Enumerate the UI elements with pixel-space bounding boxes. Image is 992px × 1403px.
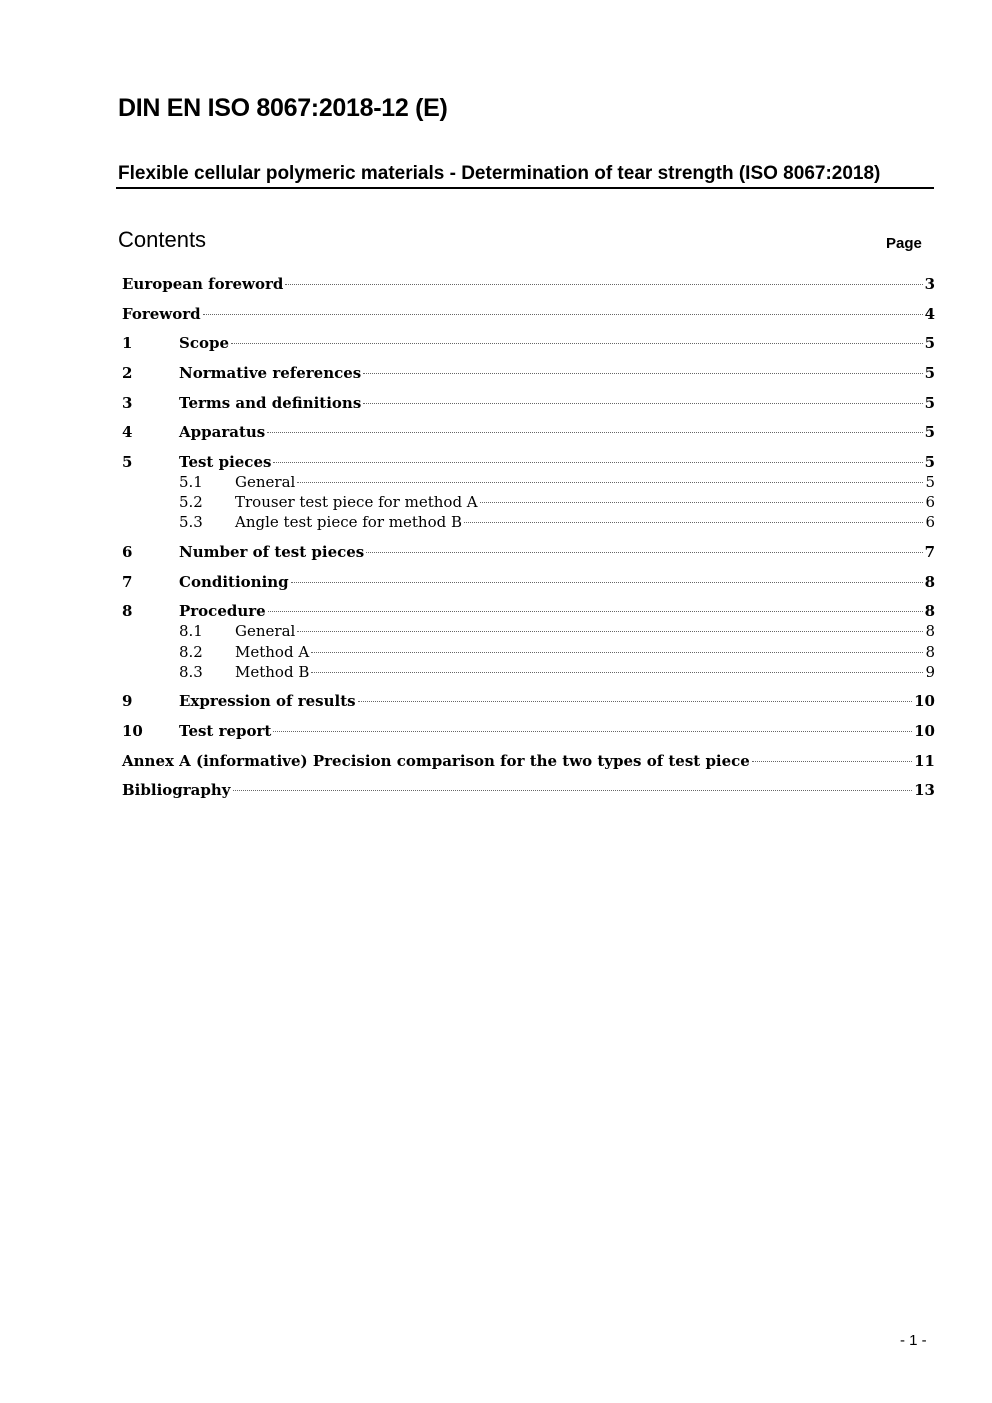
toc-entry-page: 4	[924, 305, 935, 323]
toc-entry-number: 5.3	[179, 513, 203, 531]
toc-entry-title: Trouser test piece for method A	[235, 493, 478, 511]
toc-entry-number: 8	[122, 602, 133, 620]
toc-leader	[363, 403, 922, 404]
page-number: - 1 -	[900, 1332, 927, 1349]
toc-entry-page: 8	[924, 573, 935, 591]
toc-leader	[311, 672, 923, 673]
toc-leader	[464, 522, 923, 523]
toc-entry-test-pieces[interactable]	[122, 453, 935, 473]
toc-leader	[366, 552, 922, 553]
toc-entry-title: Test pieces	[179, 453, 272, 471]
toc-entry-scope[interactable]	[122, 334, 935, 354]
toc-entry-title: Bibliography	[122, 781, 231, 799]
toc-entry-page: 13	[914, 781, 935, 799]
toc-leader	[273, 731, 912, 732]
toc-leader	[285, 284, 922, 285]
toc-entry-title: Number of test pieces	[179, 543, 365, 561]
toc-leader	[297, 631, 923, 632]
toc-leader	[363, 373, 922, 374]
toc-entry-number: 2	[122, 364, 133, 382]
toc-entry-number: 3	[122, 394, 133, 412]
toc-entry-title: Procedure	[179, 602, 266, 620]
toc-entry-page: 10	[914, 692, 935, 710]
toc-entry-number: 9	[122, 692, 133, 710]
toc-entry-method-a[interactable]	[179, 643, 935, 663]
toc-entry-number: 7	[122, 573, 133, 591]
toc-entry-page: 5	[924, 334, 935, 352]
subtitle-rule	[116, 187, 934, 189]
toc-entry-title: Expression of results	[179, 692, 356, 710]
toc-entry-procedure[interactable]	[122, 602, 935, 622]
toc-entry-page: 6	[925, 513, 935, 531]
toc-leader	[291, 582, 923, 583]
document-title: DIN EN ISO 8067:2018-12 (E)	[118, 94, 448, 122]
toc-entry-method-b[interactable]	[179, 663, 935, 683]
toc-entry-expression-of-results[interactable]	[122, 692, 935, 712]
toc-entry-number: 8.1	[179, 622, 203, 640]
page-column-heading: Page	[886, 235, 922, 252]
toc-entry-number: 1	[122, 334, 133, 352]
toc-entry-number: 8.2	[179, 643, 203, 661]
toc-entry-title: Scope	[179, 334, 230, 352]
toc-leader	[358, 701, 913, 702]
toc-entry-number: 10	[122, 722, 143, 740]
toc-leader	[203, 314, 923, 315]
toc-entry-title: Conditioning	[179, 573, 289, 591]
toc-entry-title: Foreword	[122, 305, 201, 323]
toc-entry-title: Angle test piece for method B	[235, 513, 462, 531]
toc-entry-bibliography[interactable]	[122, 781, 935, 801]
toc-entry-title: General	[235, 622, 296, 640]
toc-entry-test-report[interactable]	[122, 722, 935, 742]
toc-entry-conditioning[interactable]	[122, 573, 935, 593]
toc-entry-number: 8.3	[179, 663, 203, 681]
toc-leader	[273, 462, 922, 463]
toc-entry-number: 5.1	[179, 473, 203, 491]
toc-entry-annex-a[interactable]	[122, 752, 935, 772]
contents-heading: Contents	[118, 227, 207, 252]
toc-entry-page: 6	[925, 493, 935, 511]
toc-entry-number: 4	[122, 423, 133, 441]
toc-entry-title: Method B	[235, 663, 310, 681]
toc-entry-general[interactable]	[179, 473, 935, 493]
toc-leader	[752, 761, 912, 762]
toc-entry-title: Apparatus	[179, 423, 266, 441]
toc-entry-title: Normative references	[179, 364, 362, 382]
toc-entry-page: 5	[925, 473, 935, 491]
toc-entry-procedure-general[interactable]	[179, 622, 935, 642]
toc-leader	[268, 611, 923, 612]
toc-entry-number-of-test-pieces[interactable]	[122, 543, 935, 563]
toc-entry-title: Test report	[179, 722, 272, 740]
toc-entry-page: 8	[925, 622, 935, 640]
document-subtitle: Flexible cellular polymeric materials - Determination of tear strength (ISO 8067:2018)	[118, 163, 881, 184]
toc-entry-normative-references[interactable]	[122, 364, 935, 384]
toc-entry-page: 9	[925, 663, 935, 681]
toc-entry-angle-test-piece[interactable]	[179, 513, 935, 533]
toc-entry-page: 5	[924, 394, 935, 412]
toc-entry-title: Terms and definitions	[179, 394, 362, 412]
toc-leader	[267, 432, 922, 433]
toc-entry-page: 8	[925, 643, 935, 661]
toc-entry-title: European foreword	[122, 275, 284, 293]
toc-entry-page: 5	[924, 364, 935, 382]
toc-entry-trouser-test-piece[interactable]	[179, 493, 935, 513]
toc-entry-number: 5.2	[179, 493, 203, 511]
toc-leader	[311, 652, 923, 653]
toc-entry-page: 11	[914, 752, 935, 770]
toc-leader	[480, 502, 924, 503]
toc-entry-number: 5	[122, 453, 133, 471]
toc-entry-page: 10	[914, 722, 935, 740]
toc-entry-title: General	[235, 473, 296, 491]
toc-entry-page: 8	[924, 602, 935, 620]
toc-entry-title: Annex A (informative) Precision comparison for the two types of test piece	[122, 752, 750, 770]
toc-entry-page: 5	[924, 453, 935, 471]
toc-entry-european-foreword[interactable]	[122, 275, 935, 295]
toc-entry-terms-and-definitions[interactable]	[122, 394, 935, 414]
toc-leader	[231, 343, 923, 344]
toc-entry-page: 3	[924, 275, 935, 293]
toc-entry-foreword[interactable]	[122, 305, 935, 325]
toc-entry-page: 5	[924, 423, 935, 441]
toc-entry-apparatus[interactable]	[122, 423, 935, 443]
toc-entry-number: 6	[122, 543, 133, 561]
toc-entry-title: Method A	[235, 643, 310, 661]
toc-entry-page: 7	[924, 543, 935, 561]
toc-leader	[297, 482, 923, 483]
toc-leader	[233, 790, 913, 791]
